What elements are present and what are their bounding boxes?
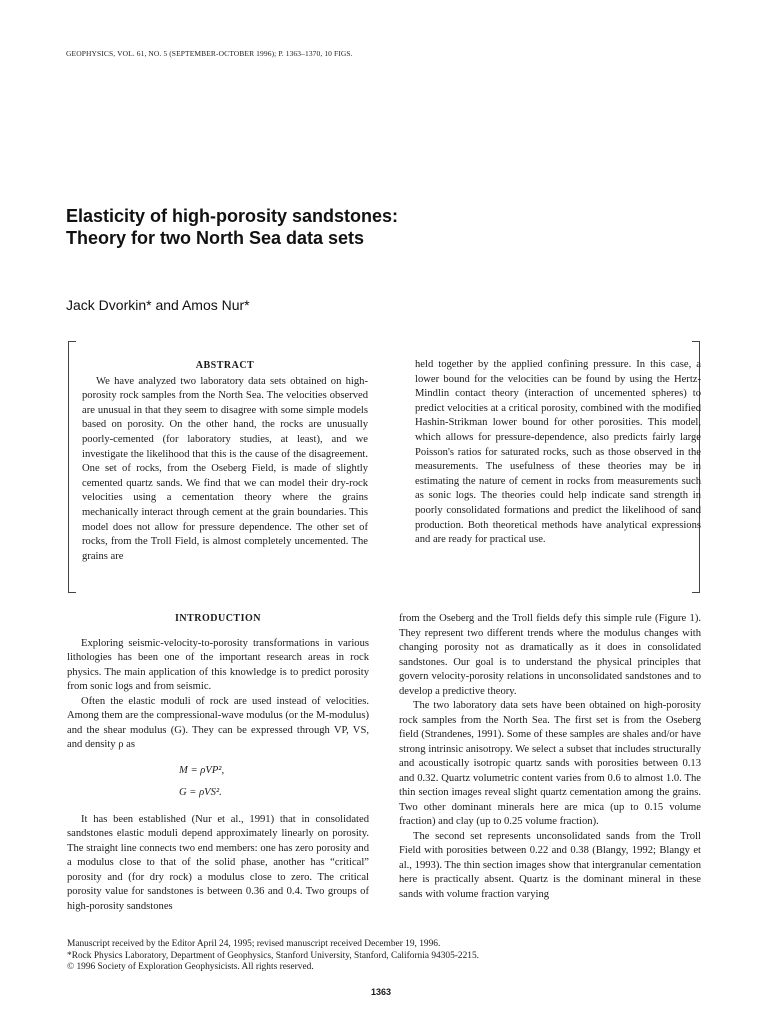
abstract-left-column: [82, 359, 368, 564]
intro-paragraph-2: Often the elastic moduli of rock are used instead of velocities. Among them are the compressional-wave modulus (or the M-modulus) and the shear modulus (G). They can be expressed through VP, VS, and density ρ as: [67, 695, 369, 750]
equation-shear-modulus: G = ρVS².: [179, 786, 222, 798]
intro-paragraph-4: from the Oseberg and the Troll fields defy this simple rule (Figure 1). They represent two different trends where the modulus changes with changing porosity not as dramatically as it does in consolidated sandstones. Our goal is to understand the physical principles that govern velocity-porosity relations in unconsolidated sandstones and to develop a predictive theory.: [399, 613, 701, 697]
body-left-column: [67, 612, 369, 914]
equation-m-modulus: M = ρVP²,: [179, 764, 225, 776]
intro-paragraph-1: Exploring seismic-velocity-to-porosity transformations in various lithologies has been one of the important research areas in rock physics. The main application of this knowledge is to predict porosity from sonic logs and from seismic.: [67, 637, 369, 692]
manuscript-received-note: Manuscript received by the Editor April 24, 1995; revised manuscript received December 19, 1996.: [67, 939, 441, 949]
intro-paragraph-5: The two laboratory data sets have been obtained on high-porosity rock samples from the North Sea. The first set is from the Oseberg field (Strandenes, 1991). Some of these samples are shales and/or have strong intrinsic anisotropy. We select a subset that includes structurally and acoustically isotropic quartz sands with porosities between 0.13 and 0.32. Quartz volumetric content varies from 0.6 to almost 1.0. The thin section images reveal slight quartz cementation among the grains. Two other dominant minerals here are mica (up to 0.15 volume fraction) and clay (up to 0.25 volume fraction).: [399, 700, 701, 827]
equation-block: [67, 760, 369, 804]
journal-citation: GEOPHYSICS, VOL. 61, NO. 5 (SEPTEMBER-OCTOBER 1996); P. 1363–1370, 10 FIGS.: [66, 49, 353, 58]
copyright-note: © 1996 Society of Exploration Geophysicists. All rights reserved.: [67, 962, 314, 972]
intro-paragraph-6: The second set represents unconsolidated sands from the Troll Field with porosities between 0.22 and 0.38 (Blangy, 1992; Blangy et al., 1993). The thin section images show that intergranular cementation here is practically absent. Quartz is the dominant mineral in these sands with volume fraction varying: [399, 830, 701, 900]
abstract-box: [68, 341, 700, 593]
intro-paragraph-3: It has been established (Nur et al., 1991) that in consolidated sandstones elastic moduli depend approximately linearly on porosity. The straight line connects two end members: one has zero porosity and a modulus close to that of the solid phase, another has “critical” porosity and (for dry rock) a modulus close to zero. The critical porosity value for sandstones is between 0.36 and 0.4. Two groups of high-porosity sandstones: [67, 813, 369, 912]
author-list: Jack Dvorkin* and Amos Nur*: [66, 297, 250, 313]
title-line-1: Elasticity of high-porosity sandstones:: [66, 206, 399, 226]
abstract-right-column: [415, 358, 701, 548]
footnotes: [67, 939, 707, 974]
affiliation-note: *Rock Physics Laboratory, Department of Geophysics, Stanford University, Stanford, California 94305-2215.: [67, 950, 479, 961]
section-heading-introduction: INTRODUCTION: [174, 613, 261, 624]
abstract-heading: ABSTRACT: [195, 360, 255, 371]
box-corner: [692, 341, 700, 342]
abstract-text-left: We have analyzed two laboratory data sets obtained on high-porosity rock samples from the North Sea. The velocities observed are unusual in that they seem to disagree with some simple models based on porosity. On the other hand, the rocks are unusually poorly-cemented (for laboratory studies, at least), and we investigate the likelihood that this is the cause of the disagreement. One set of rocks, from the Oseberg Field, is made of slightly cemented quartz sands. We find that we can model their dry-rock velocities using a cementation theory where the grains mechanically interact through cement at the grain boundaries. This model does not allow for pressure dependence. The other set of rocks, from the Troll Field, is almost completely uncemented. The grains are: [82, 375, 368, 562]
article-title: [66, 205, 706, 249]
title-line-2: Theory for two North Sea data sets: [66, 228, 365, 248]
page-number: 1363: [371, 987, 392, 997]
abstract-text-right: held together by the applied confining pressure. In this case, a lower bound for the velocities can be found by using the Hertz-Mindlin contact theory (interaction of uncemented spheres) to predict velocities at a critical porosity, combined with the modified Hashin-Strikman lower bound for other porosities. This model, which allows for pressure-dependence, also predicts fairly large Poisson's ratios for saturated rocks, such as those observed in the measurements. The usefulness of these theories may be in estimating the nature of cement in rocks from measurements such as sonic logs. The theories could help indicate sand strength in poorly consolidated formations and predict the likelihood of sand production. Both theoretical methods have analytical expressions and are ready for practical use.: [415, 359, 701, 546]
body-right-column: [399, 612, 701, 902]
box-corner: [692, 592, 700, 593]
